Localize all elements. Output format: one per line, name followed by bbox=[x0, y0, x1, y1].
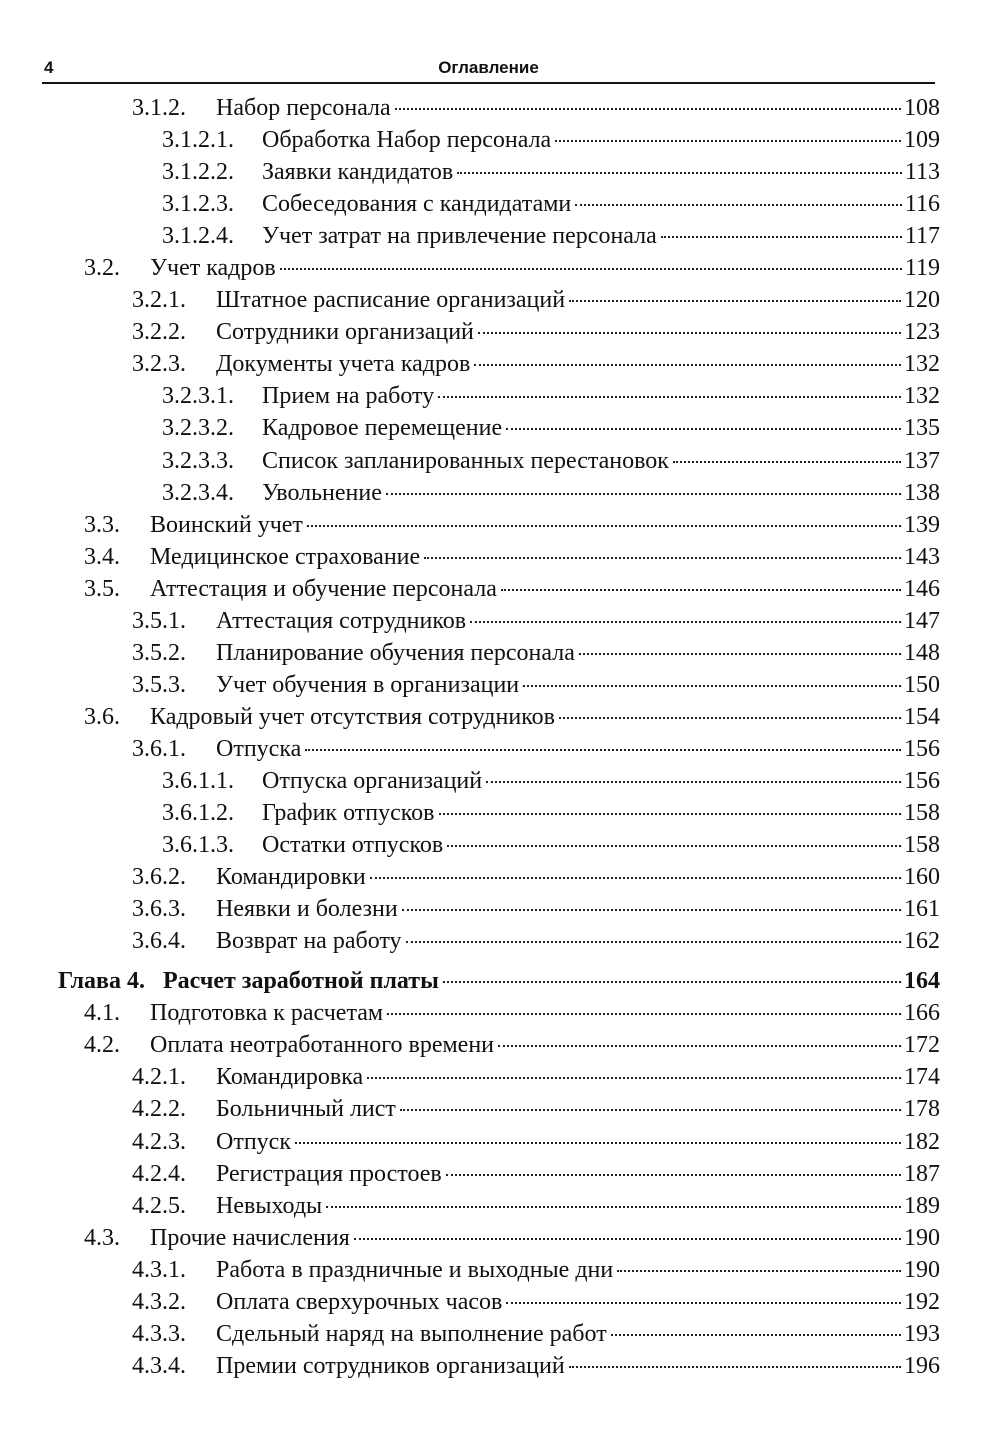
dot-leader bbox=[611, 1334, 901, 1336]
toc-entry-title: Планирование обучения персонала bbox=[216, 639, 575, 666]
toc-entry-line bbox=[84, 1029, 940, 1061]
toc-entry bbox=[0, 348, 1000, 380]
toc-entry-page: 139 bbox=[904, 511, 940, 538]
toc-entry-page: 158 bbox=[904, 832, 940, 859]
toc-entry-page: 162 bbox=[904, 928, 940, 955]
dot-leader bbox=[569, 1366, 901, 1368]
toc-entry-number: 3.6.2. bbox=[132, 864, 186, 891]
toc-entry-number: 4.3.4. bbox=[132, 1352, 186, 1379]
toc-entry-page: 174 bbox=[904, 1064, 940, 1091]
dot-leader bbox=[506, 428, 901, 430]
dot-leader bbox=[617, 1270, 901, 1272]
toc-entry-title: Премии сотрудников организаций bbox=[216, 1352, 565, 1379]
toc-entry-title: Аттестация и обучение персонала bbox=[150, 575, 497, 602]
toc-entry-title: Аттестация сотрудников bbox=[216, 607, 467, 634]
toc-entry-line bbox=[162, 156, 940, 188]
toc-entry bbox=[0, 380, 1000, 412]
toc-entry-title: Отпуска bbox=[216, 735, 302, 762]
toc-entry bbox=[0, 1350, 1000, 1382]
toc-entry-number: 4.3. bbox=[84, 1224, 120, 1251]
toc-entry-page: 120 bbox=[904, 287, 940, 314]
toc-entry-title: Сотрудники организаций bbox=[216, 319, 474, 346]
dot-leader bbox=[474, 364, 901, 366]
dot-leader bbox=[307, 525, 901, 527]
dot-leader bbox=[523, 685, 901, 687]
toc-entry bbox=[0, 965, 1000, 997]
toc-entry-line bbox=[132, 1093, 940, 1125]
toc-entry bbox=[0, 412, 1000, 444]
dot-leader bbox=[406, 941, 901, 943]
toc-entry-title: Прием на работу bbox=[262, 383, 435, 410]
toc-entry-number: 4.3.1. bbox=[132, 1256, 186, 1283]
toc-entry-page: 116 bbox=[904, 191, 940, 218]
toc-entry-page: 161 bbox=[904, 896, 940, 923]
toc-entry-number: 3.6.1.3. bbox=[162, 832, 234, 859]
toc-entry-number: 3.2.1. bbox=[132, 287, 186, 314]
toc-entry-number: 3.1.2. bbox=[132, 95, 186, 121]
toc-entry-line bbox=[162, 188, 940, 220]
toc-entry-number: 3.2.3.2. bbox=[162, 415, 234, 442]
toc-entry-number: 3.2.3.3. bbox=[162, 447, 234, 474]
toc-entry bbox=[0, 925, 1000, 957]
toc-entry-page: 192 bbox=[904, 1288, 940, 1315]
toc-entry-number: 3.5.1. bbox=[132, 607, 186, 634]
toc-entry-page: 196 bbox=[904, 1352, 940, 1379]
toc-entry bbox=[0, 1222, 1000, 1254]
toc-entry-page: 138 bbox=[904, 479, 940, 506]
toc-entry-page: 156 bbox=[904, 735, 940, 762]
toc-entry-page: 113 bbox=[904, 159, 940, 186]
toc-entry-number: 3.1.2.3. bbox=[162, 191, 234, 218]
toc-entry-number: 3.6.4. bbox=[132, 928, 186, 955]
toc-entry-number: 3.2. bbox=[84, 255, 120, 282]
toc-entry-number: 4.2.1. bbox=[132, 1064, 186, 1091]
toc-entry bbox=[0, 252, 1000, 284]
toc-entry-title: Учет кадров bbox=[150, 255, 276, 282]
dot-leader bbox=[305, 749, 901, 751]
toc-entry-line bbox=[132, 637, 940, 669]
toc-entry bbox=[0, 124, 1000, 156]
toc-entry-line bbox=[84, 573, 940, 605]
toc-entry-page: 132 bbox=[904, 351, 940, 378]
toc-entry-title: Отпуск bbox=[216, 1128, 291, 1155]
toc-entry bbox=[0, 1190, 1000, 1222]
dot-leader bbox=[295, 1142, 901, 1144]
dot-leader bbox=[395, 108, 901, 110]
toc-entry-title: Кадровое перемещение bbox=[262, 415, 503, 442]
dot-leader bbox=[486, 781, 901, 783]
toc-entry-line bbox=[132, 1350, 940, 1382]
toc-entry-line bbox=[84, 252, 940, 284]
toc-entry-number: 4.2.2. bbox=[132, 1096, 186, 1123]
toc-entry bbox=[0, 1093, 1000, 1125]
toc-entry-line bbox=[84, 997, 940, 1029]
toc-entry-line bbox=[162, 445, 940, 477]
toc-entry-number: 4.2.5. bbox=[132, 1192, 186, 1219]
toc-entry-page: 117 bbox=[904, 223, 940, 250]
dot-leader bbox=[443, 981, 901, 983]
toc-entry-number: 3.2.3. bbox=[132, 351, 186, 378]
toc-entry-line bbox=[84, 1222, 940, 1254]
toc-entry-title: Документы учета кадров bbox=[216, 351, 471, 378]
toc-entry-title: Отпуска организаций bbox=[262, 767, 483, 794]
toc-entry bbox=[0, 541, 1000, 573]
toc-entry-page: 164 bbox=[904, 968, 940, 995]
toc-entry bbox=[0, 1286, 1000, 1318]
dot-leader bbox=[457, 172, 902, 174]
toc-entry-title: Командировка bbox=[216, 1064, 364, 1091]
dot-leader bbox=[367, 1077, 901, 1079]
toc-entry-line bbox=[58, 965, 940, 997]
toc-entry-number: 3.6.1.1. bbox=[162, 767, 234, 794]
toc-entry bbox=[0, 605, 1000, 637]
dot-leader bbox=[439, 813, 901, 815]
toc-entry-title: Возврат на работу bbox=[216, 928, 402, 955]
toc-entry bbox=[0, 92, 1000, 124]
toc-entry-line bbox=[132, 669, 940, 701]
toc-entry-number: 3.5. bbox=[84, 575, 120, 602]
toc-entry-line bbox=[132, 925, 940, 957]
toc-entry-page: 172 bbox=[904, 1032, 940, 1059]
toc-entry-title: Обработка Набор персонала bbox=[262, 127, 552, 154]
toc-entry-page: 182 bbox=[904, 1128, 940, 1155]
toc-entry-title: Заявки кандидатов bbox=[262, 159, 454, 186]
toc-entry-title: Подготовка к расчетам bbox=[150, 1000, 384, 1027]
toc-entry-page: 146 bbox=[904, 575, 940, 602]
table-of-contents bbox=[0, 92, 1000, 1382]
toc-entry bbox=[0, 669, 1000, 701]
dot-leader bbox=[579, 653, 901, 655]
toc-entry-page: 178 bbox=[904, 1096, 940, 1123]
toc-entry-page: 137 bbox=[904, 447, 940, 474]
toc-entry-line bbox=[132, 92, 940, 124]
dot-leader bbox=[424, 557, 901, 559]
toc-entry-line bbox=[132, 316, 940, 348]
toc-entry-number: 4.2.3. bbox=[132, 1128, 186, 1155]
toc-entry bbox=[0, 509, 1000, 541]
toc-entry-line bbox=[162, 477, 940, 509]
toc-entry-title: Командировки bbox=[216, 864, 366, 891]
toc-entry bbox=[0, 861, 1000, 893]
running-title: Оглавление bbox=[438, 58, 539, 77]
toc-entry-title: Список запланированных перестановок bbox=[262, 447, 669, 474]
toc-entry-page: 166 bbox=[904, 1000, 940, 1027]
dot-leader bbox=[569, 300, 901, 302]
toc-entry-line bbox=[84, 701, 940, 733]
toc-entry-line bbox=[162, 380, 940, 412]
dot-leader bbox=[559, 717, 901, 719]
toc-entry-page: 160 bbox=[904, 864, 940, 891]
toc-entry-page: 154 bbox=[904, 703, 940, 730]
toc-entry-page: 156 bbox=[904, 767, 940, 794]
toc-entry bbox=[0, 188, 1000, 220]
toc-entry-line bbox=[132, 1318, 940, 1350]
toc-entry-page: 108 bbox=[904, 95, 940, 121]
toc-entry-line bbox=[162, 797, 940, 829]
toc-entry-number: 3.6.1.2. bbox=[162, 800, 234, 827]
toc-entry-line bbox=[132, 284, 940, 316]
toc-entry-title: Неявки и болезни bbox=[216, 896, 398, 923]
toc-entry-page: 193 bbox=[904, 1320, 940, 1347]
toc-entry-line bbox=[132, 893, 940, 925]
toc-entry-title: График отпусков bbox=[262, 800, 435, 827]
toc-entry bbox=[0, 156, 1000, 188]
dot-leader bbox=[280, 268, 902, 270]
toc-entry-page: 143 bbox=[904, 543, 940, 570]
toc-entry bbox=[0, 997, 1000, 1029]
dot-leader bbox=[478, 332, 901, 334]
dot-leader bbox=[498, 1045, 901, 1047]
toc-entry-title: Кадровый учет отсутствия сотрудников bbox=[150, 703, 555, 730]
toc-entry-number: 4.2.4. bbox=[132, 1160, 186, 1187]
toc-entry-page: 148 bbox=[904, 639, 940, 666]
toc-entry-number: 3.2.3.1. bbox=[162, 383, 234, 410]
toc-entry-page: 187 bbox=[904, 1160, 940, 1187]
toc-entry-page: 189 bbox=[904, 1192, 940, 1219]
dot-leader bbox=[575, 204, 902, 206]
toc-entry-page: 147 bbox=[904, 607, 940, 634]
toc-entry-number: 4.1. bbox=[84, 1000, 120, 1027]
toc-entry-title: Сдельный наряд на выполнение работ bbox=[216, 1320, 607, 1347]
dot-leader bbox=[470, 621, 901, 623]
toc-entry-page: 190 bbox=[904, 1224, 940, 1251]
dot-leader bbox=[400, 1109, 901, 1111]
dot-leader bbox=[673, 461, 901, 463]
dot-leader bbox=[402, 909, 901, 911]
toc-entry-line bbox=[162, 765, 940, 797]
toc-entry-line bbox=[132, 605, 940, 637]
toc-entry-title: Расчет заработной платы bbox=[163, 968, 439, 995]
toc-entry-title: Остатки отпусков bbox=[262, 832, 444, 859]
dot-leader bbox=[386, 493, 901, 495]
toc-entry bbox=[0, 1061, 1000, 1093]
toc-entry-number: 3.2.3.4. bbox=[162, 479, 234, 506]
toc-entry bbox=[0, 1318, 1000, 1350]
toc-entry-line bbox=[132, 733, 940, 765]
dot-leader bbox=[370, 877, 901, 879]
dot-leader bbox=[661, 236, 902, 238]
toc-entry-title: Набор персонала bbox=[216, 95, 391, 121]
page-header bbox=[42, 52, 935, 84]
toc-entry-line bbox=[132, 1126, 940, 1158]
dot-leader bbox=[446, 1174, 901, 1176]
toc-entry-title: Невыходы bbox=[216, 1192, 323, 1219]
toc-entry-line bbox=[162, 829, 940, 861]
dot-leader bbox=[387, 1013, 901, 1015]
toc-entry-page: 119 bbox=[904, 255, 940, 282]
toc-entry-number: 3.1.2.4. bbox=[162, 223, 234, 250]
page-number: 4 bbox=[44, 58, 54, 77]
toc-entry bbox=[0, 1254, 1000, 1286]
toc-entry-title: Увольнение bbox=[262, 479, 382, 506]
toc-entry-line bbox=[132, 1254, 940, 1286]
toc-entry bbox=[0, 733, 1000, 765]
toc-entry bbox=[0, 1158, 1000, 1190]
toc-entry-line bbox=[132, 1061, 940, 1093]
toc-entry-number: 3.5.2. bbox=[132, 639, 186, 666]
toc-entry-title: Учет обучения в организации bbox=[216, 671, 520, 698]
toc-entry-title: Оплата сверхурочных часов bbox=[216, 1288, 503, 1315]
toc-entry-number: 3.6. bbox=[84, 703, 120, 730]
toc-entry-number: 3.6.1. bbox=[132, 735, 186, 762]
toc-entry-page: 158 bbox=[904, 800, 940, 827]
toc-entry bbox=[0, 220, 1000, 252]
toc-entry bbox=[0, 893, 1000, 925]
toc-entry-title: Медицинское страхование bbox=[150, 543, 421, 570]
toc-entry bbox=[0, 797, 1000, 829]
toc-entry bbox=[0, 829, 1000, 861]
toc-entry-line bbox=[84, 541, 940, 573]
toc-entry-page: 132 bbox=[904, 383, 940, 410]
toc-entry-number: 4.2. bbox=[84, 1032, 120, 1059]
toc-entry-line bbox=[84, 509, 940, 541]
toc-entry-line bbox=[132, 348, 940, 380]
toc-entry bbox=[0, 701, 1000, 733]
toc-entry-title: Оплата неотработанного времени bbox=[150, 1032, 495, 1059]
toc-entry-number: 3.1.2.1. bbox=[162, 127, 234, 154]
toc-entry bbox=[0, 1029, 1000, 1061]
toc-entry-title: Учет затрат на привлечение персонала bbox=[262, 223, 657, 250]
toc-entry-line bbox=[132, 1158, 940, 1190]
toc-entry-number: 3.6.3. bbox=[132, 896, 186, 923]
toc-entry-page: 150 bbox=[904, 671, 940, 698]
dot-leader bbox=[501, 589, 901, 591]
toc-entry bbox=[0, 637, 1000, 669]
toc-entry-line bbox=[132, 1286, 940, 1318]
toc-entry-page: 190 bbox=[904, 1256, 940, 1283]
toc-entry-title: Регистрация простоев bbox=[216, 1160, 442, 1187]
toc-entry bbox=[0, 573, 1000, 605]
toc-entry-number: 3.5.3. bbox=[132, 671, 186, 698]
toc-entry-number: 3.2.2. bbox=[132, 319, 186, 346]
toc-entry-number: 4.3.2. bbox=[132, 1288, 186, 1315]
toc-entry bbox=[0, 765, 1000, 797]
toc-entry-title: Собеседования с кандидатами bbox=[262, 191, 572, 218]
toc-entry bbox=[0, 284, 1000, 316]
toc-entry-title: Работа в праздничные и выходные дни bbox=[216, 1256, 614, 1283]
toc-entry-line bbox=[162, 124, 940, 156]
toc-entry-number: 4.3.3. bbox=[132, 1320, 186, 1347]
dot-leader bbox=[447, 845, 901, 847]
toc-entry-number: 3.3. bbox=[84, 511, 120, 538]
toc-entry bbox=[0, 445, 1000, 477]
toc-entry-page: 135 bbox=[904, 415, 940, 442]
toc-entry-page: 123 bbox=[904, 319, 940, 346]
dot-leader bbox=[506, 1302, 901, 1304]
toc-entry bbox=[0, 1126, 1000, 1158]
toc-entry-title: Воинский учет bbox=[150, 511, 303, 538]
toc-entry-title: Прочие начисления bbox=[150, 1224, 350, 1251]
toc-entry-number: Глава 4. bbox=[58, 968, 145, 995]
toc-entry-number: 3.4. bbox=[84, 543, 120, 570]
toc-entry-title: Больничный лист bbox=[216, 1096, 396, 1123]
dot-leader bbox=[354, 1238, 901, 1240]
toc-entry-page: 109 bbox=[904, 127, 940, 154]
dot-leader bbox=[555, 140, 901, 142]
toc-entry bbox=[0, 477, 1000, 509]
toc-entry-title: Штатное расписание организаций bbox=[216, 287, 566, 314]
toc-entry-line bbox=[162, 412, 940, 444]
toc-entry-number: 3.1.2.2. bbox=[162, 159, 234, 186]
toc-entry-line bbox=[132, 861, 940, 893]
dot-leader bbox=[438, 396, 901, 398]
toc-entry-line bbox=[132, 1190, 940, 1222]
toc-entry bbox=[0, 316, 1000, 348]
dot-leader bbox=[326, 1206, 901, 1208]
toc-entry-line bbox=[162, 220, 940, 252]
